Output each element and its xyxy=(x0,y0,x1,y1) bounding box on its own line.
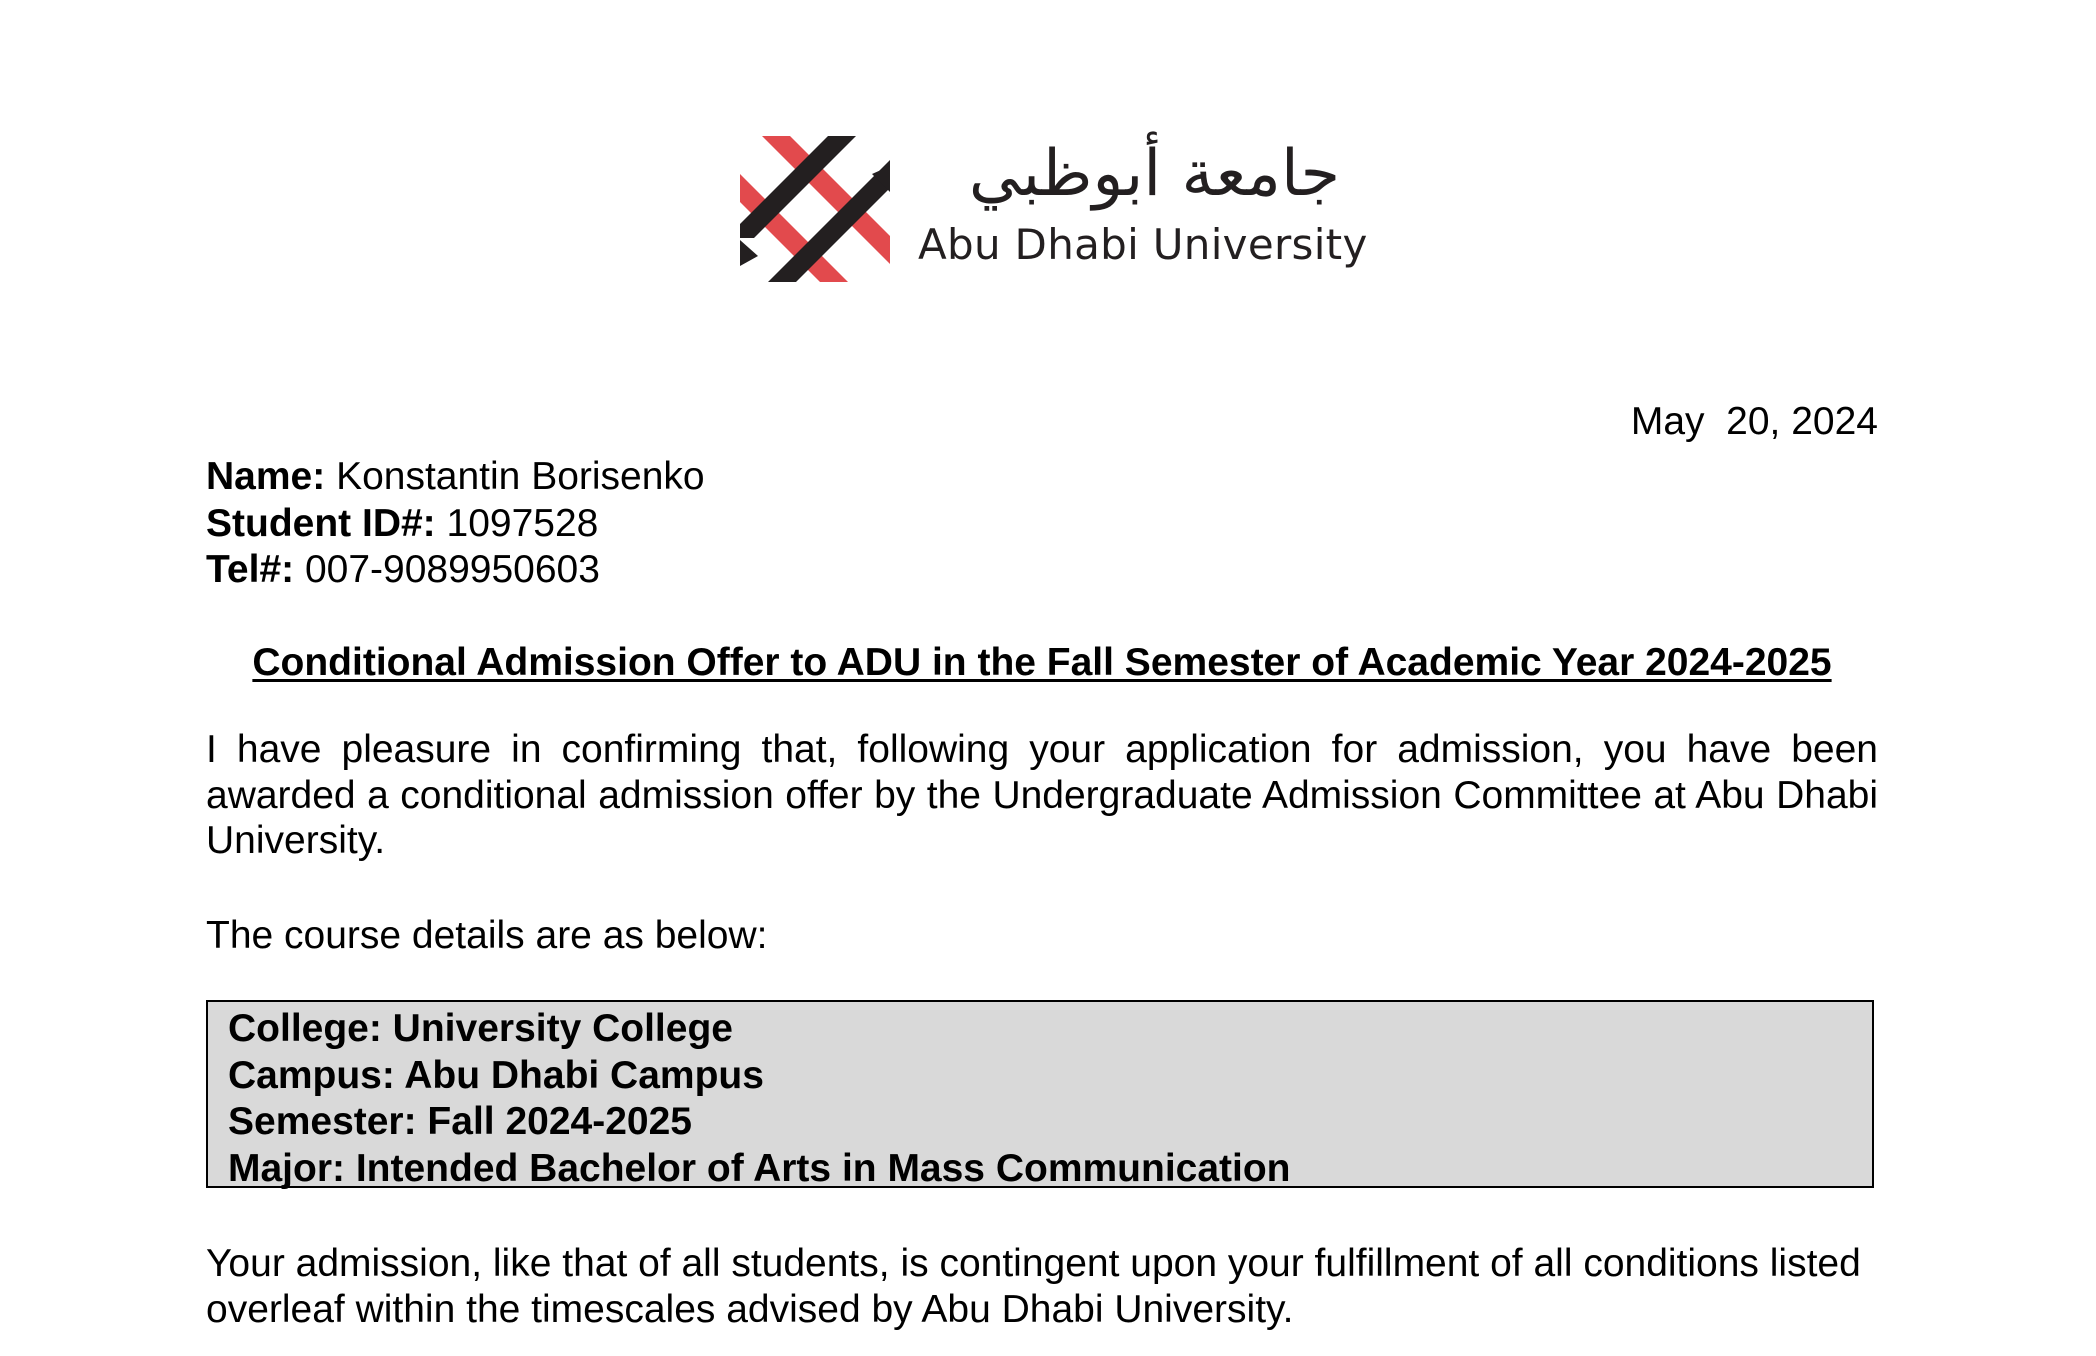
confirmation-paragraph: I have pleasure in confirming that, following your application for admission, you have been awarded a conditional admission offer by the Undergraduate Admission Committee at Abu Dhabi University. xyxy=(206,728,1878,862)
student-id-line xyxy=(206,501,705,548)
recipient-info xyxy=(206,454,705,594)
student-id-value: 1097528 xyxy=(446,501,599,545)
course-details-intro: The course details are as below: xyxy=(206,914,768,957)
logo-arabic-name: جامعة أبوظبي xyxy=(968,137,1340,211)
tel-label: Tel#: xyxy=(206,548,295,591)
tel-value: 007-9089950603 xyxy=(304,548,600,591)
letter-date: May 20, 2024 xyxy=(1630,400,1878,443)
name-line xyxy=(206,454,705,501)
college-row: College: University College xyxy=(228,1007,733,1050)
logo-english-name: Abu Dhabi University xyxy=(918,220,1368,269)
major-row: Major: Intended Bachelor of Arts in Mass Communication xyxy=(228,1146,1291,1190)
name-label: Name: xyxy=(206,455,326,498)
tel-line xyxy=(206,547,705,594)
semester-row: Semester: Fall 2024-2025 xyxy=(228,1100,692,1143)
university-logo xyxy=(740,136,1368,288)
letter-title: Conditional Admission Offer to ADU in the Fall Semester of Academic Year 2024-2025 xyxy=(252,641,1832,684)
name-value: Konstantin Borisenko xyxy=(336,455,705,498)
campus-row: Campus: Abu Dhabi Campus xyxy=(228,1053,764,1097)
student-id-label: Student ID#: xyxy=(206,501,436,545)
adu-logo-mark-icon xyxy=(740,136,890,282)
course-details-box xyxy=(206,1000,1874,1188)
contingency-paragraph: Your admission, like that of all students, is contingent upon your fulfillment of all conditions listed overleaf within the timescales advised by Abu Dhabi University. xyxy=(206,1242,1861,1331)
